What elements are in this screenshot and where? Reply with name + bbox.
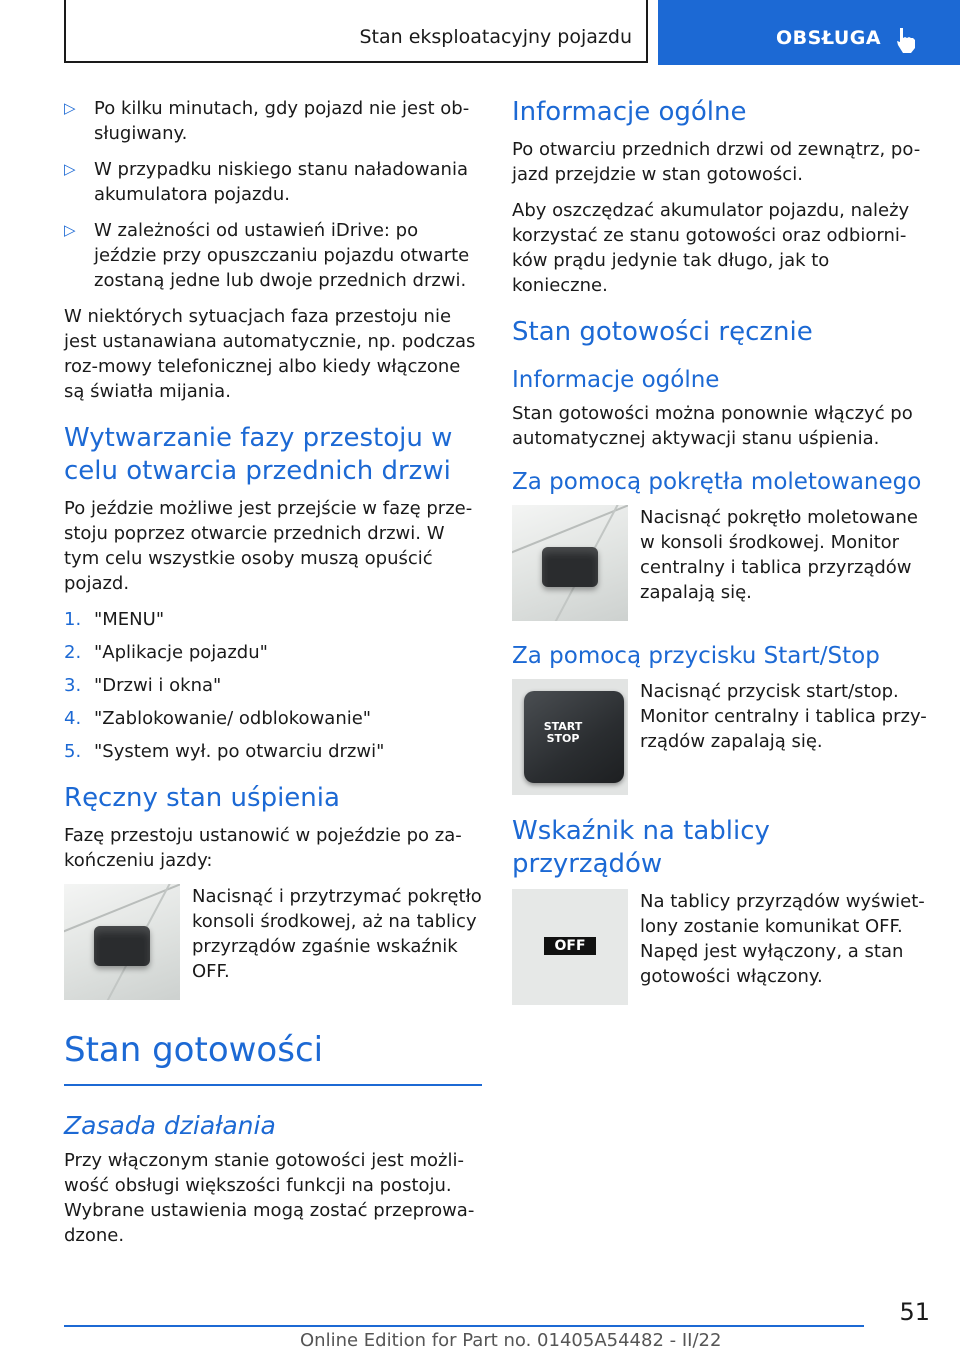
paragraph: Po jeździe możliwe jest przejście w fazę prze-stoju poprzez otwarcie przednich drzwi. W tym celu wszystkie osoby muszą opuścić pojazd.: [64, 498, 473, 594]
step-item: [64, 673, 482, 698]
pointing-hand-icon: [894, 26, 920, 54]
list-item-text: W zależności od ustawień iDrive: po jeździe przy opuszczaniu pojazdu otwarte zostaną jedne lub dwoje przednich drzwi.: [94, 220, 470, 291]
start-stop-button-image: [512, 679, 628, 795]
heading-manual-ready: Stan gotowości ręcznie: [512, 317, 813, 347]
triangle-bullet-icon: ▷: [64, 160, 76, 178]
image-caption: Nacisnąć przycisk start/stop. Monitor centralny i tablica przy-rządów zapalają się.: [640, 681, 927, 752]
step-item: [64, 607, 482, 632]
list-item: [64, 157, 482, 207]
triangle-bullet-icon: ▷: [64, 99, 76, 117]
list-item: [64, 96, 482, 146]
triangle-bullet-icon: ▷: [64, 221, 76, 239]
heading-doors: Wytwarzanie fazy przestoju w celu otwarcia przednich drzwi: [64, 423, 453, 486]
heading-startstop: Za pomocą przycisku Start/Stop: [512, 643, 880, 669]
chapter-tab-label: OBSŁUGA: [776, 27, 882, 49]
footer-divider: [64, 1325, 864, 1327]
step-text: "MENU": [94, 609, 165, 630]
step-text: "Zablokowanie/ odblokowanie": [94, 708, 372, 729]
step-item: [64, 706, 482, 731]
step-text: "System wył. po otwarciu drzwi": [94, 741, 385, 762]
heading-ready-state: Stan gotowości: [64, 1030, 482, 1086]
image-row: [512, 889, 928, 1005]
chapter-tab[interactable]: [658, 0, 960, 65]
image-caption: Nacisnąć pokrętło moletowane w konsoli środkowej. Monitor centralny i tablica przyrządów zapalają się.: [640, 507, 918, 603]
heading-general: Informacje ogólne: [512, 97, 747, 127]
image-caption: Nacisnąć i przytrzymać pokrętło konsoli środkowej, aż na tablicy przyrządów zgaśnie wskaźnik OFF.: [192, 886, 482, 982]
paragraph: Przy włączonym stanie gotowości jest możli-wość obsługi większości funkcji na postoju. Wybrane ustawienia mogą zostać przeprowa-dzone.: [64, 1150, 475, 1246]
step-number: 2.: [64, 642, 82, 663]
heading-principle: Zasada działania: [64, 1111, 276, 1140]
heading-indicator: Wskaźnik na tablicy przyrządów: [512, 816, 770, 879]
page-number: 51: [899, 1298, 930, 1326]
step-number: 4.: [64, 708, 82, 729]
heading-manual-sleep: Ręczny stan uśpienia: [64, 783, 340, 813]
header-section-box: [64, 0, 648, 63]
step-item: [64, 640, 482, 665]
image-row: [512, 505, 928, 621]
step-number: 1.: [64, 609, 82, 630]
list-item-text: W przypadku niskiego stanu naładowania akumulatora pojazdu.: [94, 159, 468, 205]
footer-edition: Online Edition for Part no. 01405A54482 - II/22: [300, 1330, 722, 1351]
image-caption: Na tablicy przyrządów wyświet-lony zostanie komunikat OFF. Napęd jest wyłączony, a stan gotowości włączony.: [640, 891, 925, 987]
heading-knob: Za pomocą pokrętła moletowanego: [512, 469, 922, 495]
step-text: "Drzwi i okna": [94, 675, 222, 696]
step-number: 5.: [64, 741, 82, 762]
step-item: [64, 739, 482, 764]
left-column: [64, 96, 482, 1259]
knob-image: [64, 884, 180, 1000]
paragraph: Aby oszczędzać akumulator pojazdu, należy korzystać ze stanu gotowości oraz odbiorni-ków prądu jedynie tak długo, jak to konieczne.: [512, 200, 910, 296]
knob-image: [512, 505, 628, 621]
image-row: [512, 679, 928, 795]
start-label: START: [543, 720, 583, 733]
paragraph: W niektórych sytuacjach faza przestoju nie jest ustanawiana automatycznie, np. podczas roz-mowy telefonicznej albo kiedy włączone są światła mijania.: [64, 306, 476, 402]
step-number: 3.: [64, 675, 82, 696]
off-badge: OFF: [544, 937, 596, 955]
image-row: [64, 884, 482, 1000]
paragraph: Stan gotowości można ponownie włączyć po automatycznej aktywacji stanu uśpienia.: [512, 403, 913, 449]
start-stop-label: [543, 721, 583, 745]
list-item: [64, 218, 482, 293]
paragraph: Po otwarciu przednich drzwi od zewnątrz, po-jazd przejdzie w stan gotowości.: [512, 139, 921, 185]
stop-label: STOP: [546, 732, 580, 745]
paragraph: Fazę przestoju ustanowić w pojeździe po za-kończeniu jazdy:: [64, 825, 462, 871]
off-indicator-image: [512, 889, 628, 1005]
list-item-text: Po kilku minutach, gdy pojazd nie jest ob-sługiwany.: [94, 98, 470, 144]
right-column: [512, 96, 928, 1025]
step-text: "Aplikacje pojazdu": [94, 642, 268, 663]
section-title: Stan eksploatacyjny pojazdu: [359, 26, 632, 48]
heading-general-2: Informacje ogólne: [512, 367, 720, 393]
